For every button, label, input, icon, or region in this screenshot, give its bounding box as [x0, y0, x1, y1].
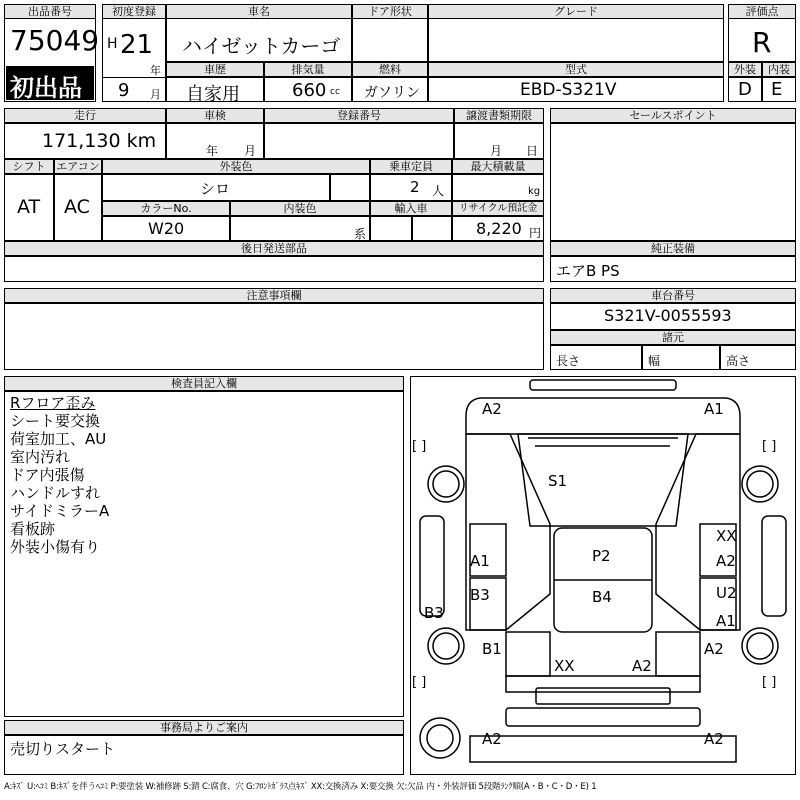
- interior-grade-label: 内装: [762, 62, 796, 77]
- damage-a2-bottom-left: A2: [482, 730, 502, 748]
- damage-a2-tl: A2: [482, 400, 502, 418]
- max-load-label: 最大積載量: [452, 159, 544, 174]
- mileage-label: 走行: [4, 108, 166, 123]
- reg-no-cell: [264, 123, 454, 159]
- recycle-unit: 円: [529, 226, 542, 240]
- genuine-label: 純正装備: [550, 241, 796, 256]
- score-label: 評価点: [728, 4, 796, 19]
- history-label: 車歴: [166, 62, 264, 77]
- bracket-right-top: [ ]: [762, 439, 777, 454]
- car-name-label: 車名: [166, 4, 352, 19]
- bracket-left-bottom: [ ]: [412, 675, 427, 690]
- shift: AT: [17, 196, 41, 218]
- length-label: 長さ: [556, 354, 581, 368]
- import-cell-b: [412, 216, 452, 241]
- ac-label: エアコン: [54, 159, 102, 174]
- mileage: 171,130 km: [42, 130, 157, 152]
- office-text: 売切りスタート: [10, 740, 116, 758]
- reg-month: 9: [118, 80, 130, 101]
- displacement-label: 排気量: [264, 62, 352, 77]
- door-label: ドア形状: [352, 4, 428, 19]
- reg-no-label: 登録番号: [264, 108, 454, 123]
- office-title: 事務局よりご案内: [4, 720, 404, 735]
- inspector-line: ハンドルすれ: [10, 484, 101, 502]
- damage-a2-bottom: A2: [632, 657, 652, 675]
- bracket-right-bottom: [ ]: [762, 675, 777, 690]
- first-reg-label: 初度登録: [102, 4, 166, 19]
- inspector-line: Rフロア歪み: [10, 394, 96, 412]
- history: 自家用: [186, 84, 240, 105]
- sales-point-cell: [550, 123, 796, 241]
- inspector-line: ドア内張傷: [10, 466, 85, 484]
- inspector-line: 室内汚れ: [10, 448, 71, 466]
- inspector-line: 看板跡: [10, 520, 56, 538]
- damage-a2-bottom-right: A2: [704, 730, 724, 748]
- damage-b3-left: B3: [470, 586, 490, 604]
- grade-label: グレード: [428, 4, 724, 19]
- width-label: 幅: [648, 354, 661, 368]
- damage-a2-rear-right: A2: [704, 640, 724, 658]
- month-unit: 月: [150, 88, 161, 101]
- inspector-line: サイドミラーA: [10, 502, 110, 520]
- transfer-month-unit: 月: [490, 144, 503, 158]
- transfer-day-unit: 日: [526, 144, 539, 158]
- capacity-unit: 人: [432, 184, 445, 198]
- legend: A:ｷｽﾞ U:ﾍｺﾐ B:ｷｽﾞを伴うﾍｺﾐ P:要塗装 W:補修跡 S:錆 C:腐食、穴 G:ﾌﾛﾝﾄｶﾞﾗｽ点ｷｽﾞ XX:交換済み X:要交換 欠:欠品 内・外装評価 5段階ﾗﾝｸ順(A・B・C・D・E) 1: [4, 782, 597, 792]
- fuel-label: 燃料: [352, 62, 428, 77]
- inspection-label: 車検: [166, 108, 264, 123]
- damage-b4: B4: [592, 588, 612, 606]
- dims-label: 諸元: [550, 330, 796, 345]
- capacity: 2: [410, 178, 420, 196]
- color-no: W20: [148, 219, 185, 238]
- int-color-unit: 系: [354, 227, 367, 241]
- exterior-grade: D: [738, 79, 752, 100]
- year-unit: 年: [150, 64, 161, 77]
- inspection-month-unit: 月: [244, 144, 257, 158]
- inspector-title: 検査員記入欄: [4, 376, 404, 391]
- recycle-label: リサイクル預託金: [452, 201, 544, 216]
- inspector-line: 荷室加工、AU: [10, 430, 107, 448]
- genuine-value: エアB PS: [556, 262, 620, 280]
- int-color-cell: [230, 216, 370, 241]
- later-parts-cell: [4, 256, 544, 282]
- ac: AC: [64, 196, 90, 218]
- damage-a1-tr: A1: [704, 400, 724, 418]
- damage-a2-right: A2: [716, 552, 736, 570]
- fuel: ガソリン: [364, 85, 420, 101]
- bracket-left-top: [ ]: [412, 439, 427, 454]
- transfer-label: 譲渡書類期限: [454, 108, 544, 123]
- ext-color: シロ: [200, 180, 231, 198]
- reg-year: 21: [120, 30, 154, 60]
- displacement-unit: cc: [330, 87, 340, 97]
- car-name: ハイゼットカーゴ: [182, 34, 341, 58]
- recycle: 8,220: [476, 219, 522, 238]
- import-label: 輸入車: [370, 201, 452, 216]
- displacement: 660: [292, 80, 327, 101]
- max-load-unit: kg: [528, 186, 541, 197]
- damage-a1-left: A1: [470, 552, 490, 570]
- ext-color-extra-cell: [330, 174, 370, 201]
- inspector-line: シート要交換: [10, 412, 101, 430]
- lot-label: 出品番号: [4, 4, 96, 19]
- damage-xx-bottom: XX: [554, 657, 575, 675]
- import-cell-a: [370, 216, 412, 241]
- damage-b1: B1: [482, 640, 502, 658]
- int-color-label: 内装色: [230, 201, 370, 216]
- damage-a1-right: A1: [716, 612, 736, 630]
- color-no-label: カラーNo.: [102, 201, 230, 216]
- inspection-year-unit: 年: [206, 144, 219, 158]
- score: R: [752, 26, 772, 59]
- model: EBD-S321V: [520, 80, 617, 100]
- damage-u2-right: U2: [716, 584, 737, 602]
- lot-number: 75049: [10, 24, 100, 57]
- first-listing-text: 初出品: [10, 74, 82, 102]
- notes-label: 注意事項欄: [4, 288, 544, 303]
- height-label: 高さ: [726, 354, 751, 368]
- sales-point-label: セールスポイント: [550, 108, 796, 123]
- later-parts-label: 後日発送部品: [4, 241, 544, 256]
- damage-s1: S1: [548, 472, 568, 490]
- inspector-lines: [10, 394, 109, 556]
- notes-cell: [4, 303, 544, 370]
- divider: [102, 77, 166, 78]
- inspector-line: 外装小傷有り: [10, 538, 101, 556]
- model-label: 型式: [428, 62, 724, 77]
- damage-xx-right: XX: [716, 527, 737, 545]
- ext-color-label: 外装色: [102, 159, 370, 174]
- car-diagram: [410, 376, 796, 775]
- damage-b3-side: B3: [424, 604, 444, 622]
- capacity-label: 乗車定員: [370, 159, 452, 174]
- shift-label: シフト: [4, 159, 54, 174]
- chassis-label: 車台番号: [550, 288, 796, 303]
- interior-grade: E: [771, 79, 783, 100]
- chassis-value: S321V-0055593: [604, 306, 732, 325]
- exterior-grade-label: 外装: [728, 62, 762, 77]
- era: H: [107, 36, 118, 52]
- damage-p2: P2: [592, 547, 611, 565]
